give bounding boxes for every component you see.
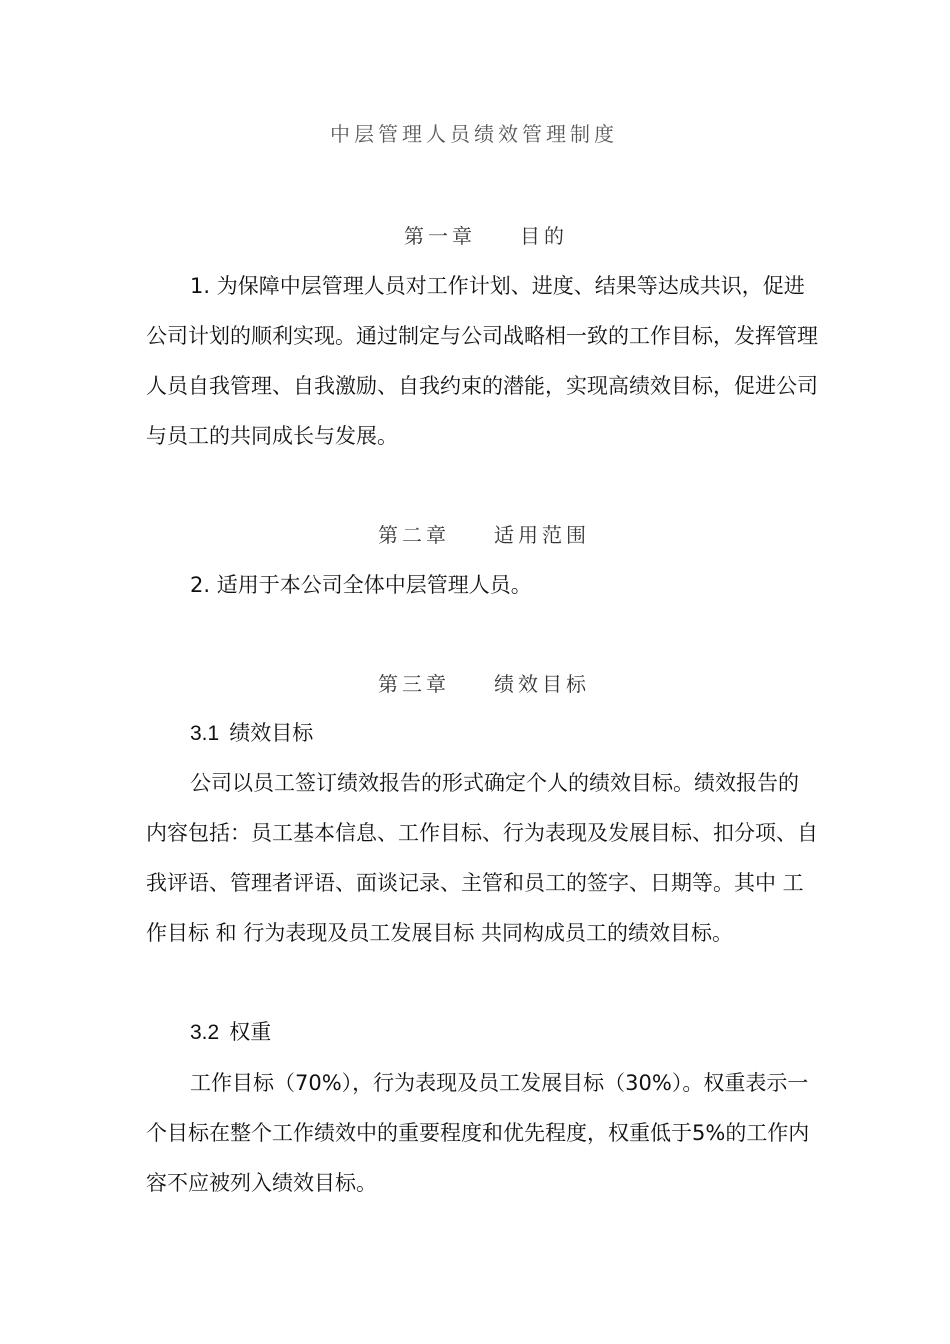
paragraph-purpose: 1. 为保障中层管理人员对工作计划、进度、结果等达成共识，促进公司计划的顺利实现。通过制定与公司战略相一致的工作目标，发挥管理人员自我管理、自我激励、自我约束的潜能，实现高绩效目标，促进公司与员工的共同成长与发展。 (146, 274, 818, 448)
chapter-1-heading (404, 220, 568, 249)
paragraph-weights: 工作目标（70%），行为表现及员工发展目标（30%）。权重表示一个目标在整个工作绩效中的重要程度和优先程度，权重低于5%的工作内容不应被列入绩效目标。 (146, 1071, 810, 1195)
section-3-1-title: 绩效目标 (229, 721, 314, 745)
chapter-1-name: 目的 (520, 224, 568, 248)
section-3-1-heading (190, 718, 313, 749)
section-3-2-title: 权重 (229, 1020, 272, 1044)
section-3-1-number: 3.1 (190, 722, 220, 745)
section-3-2-number: 3.2 (190, 1021, 220, 1044)
chapter-2-heading (378, 519, 590, 548)
chapter-3-label: 第三章 (378, 672, 450, 696)
paragraph-performance-goals: 公司以员工签订绩效报告的形式确定个人的绩效目标。绩效报告的内容包括：员工基本信息、工作目标、行为表现及发展目标、扣分项、自我评语、管理者评语、面谈记录、主管和员工的签字、日期等。其中 工作目标 和 行为表现及员工发展目标 共同构成员工的绩效目标。 (146, 771, 818, 945)
paragraph-scope: 2. 适用于本公司全体中层管理人员。 (190, 573, 532, 597)
chapter-2-name: 适用范围 (494, 523, 590, 547)
chapter-2-label: 第二章 (378, 523, 450, 547)
section-3-2-heading (190, 1017, 271, 1048)
document-title: 中层管理人员绩效管理制度 (330, 122, 618, 146)
chapter-3-name: 绩效目标 (494, 672, 590, 696)
chapter-3-heading (378, 668, 590, 697)
chapter-1-label: 第一章 (404, 224, 476, 248)
